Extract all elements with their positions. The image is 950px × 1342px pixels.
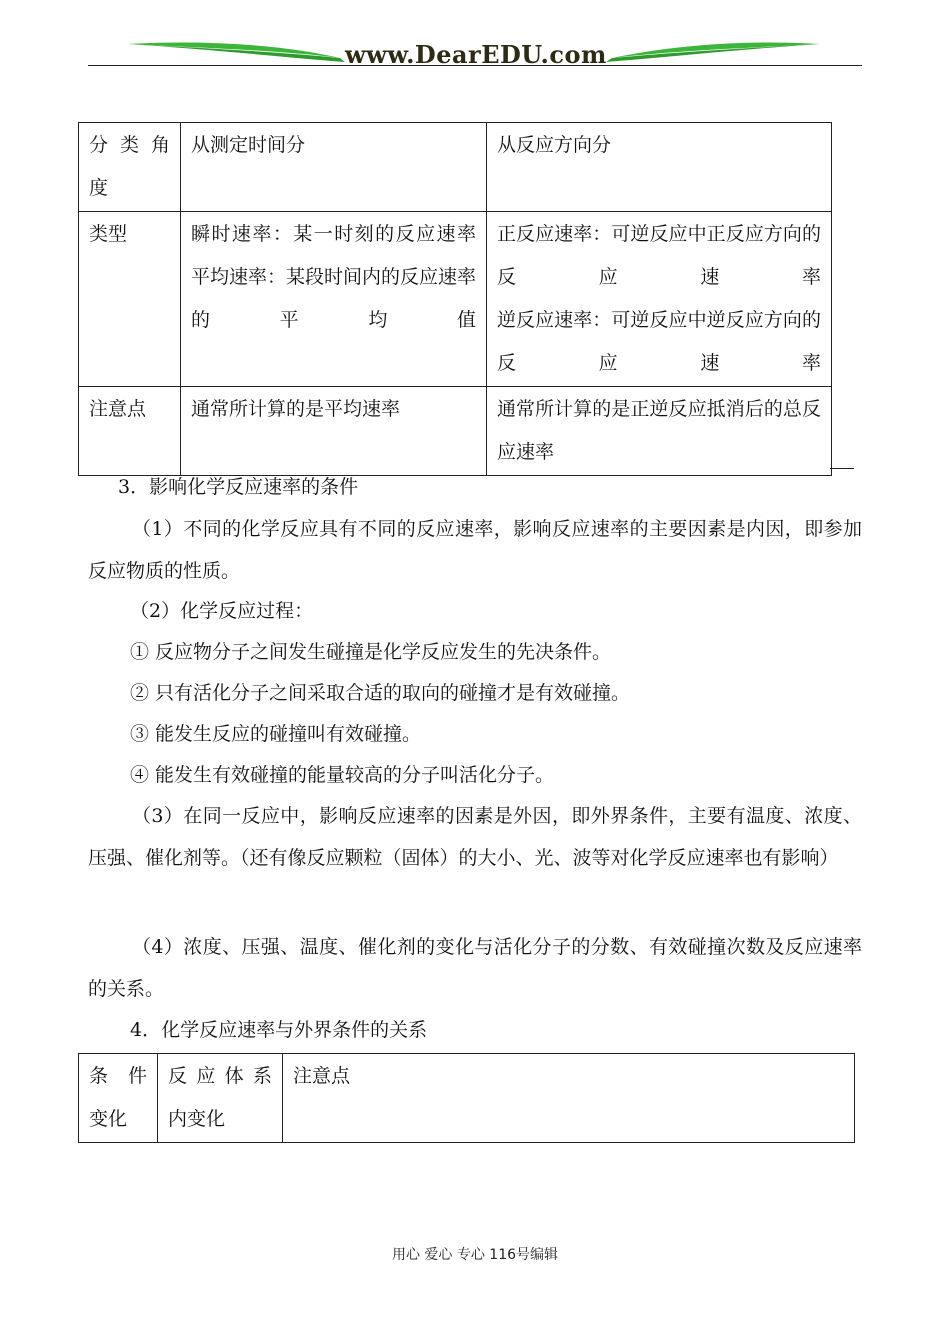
table-cell bbox=[181, 212, 487, 387]
table-cell bbox=[158, 1054, 283, 1143]
header-rule bbox=[88, 65, 862, 66]
table-cell bbox=[181, 387, 487, 476]
header-cell-text: 注意点 bbox=[293, 1065, 351, 1087]
table-rule-extension bbox=[830, 468, 854, 469]
section-3-title: 3．影响化学反应速率的条件 bbox=[118, 476, 359, 498]
table-cell bbox=[487, 387, 832, 476]
header-cell-text: 从反应方向分 bbox=[497, 134, 612, 156]
cell-text: 瞬时速率：某一时刻的反应速率 bbox=[191, 223, 476, 245]
paragraph-4: （4）浓度、压强、温度、催化剂的变化与活化分子的分数、有效碰撞次数及反应速率的关系。 bbox=[88, 936, 862, 1000]
paragraph-2: （2）化学反应过程： bbox=[130, 600, 314, 622]
section-4-title: 4．化学反应速率与外界条件的关系 bbox=[130, 1019, 428, 1041]
cell-text: 通常所计算的是平均速率 bbox=[191, 398, 401, 420]
list-item: ③ 能发生反应的碰撞叫有效碰撞。 bbox=[130, 723, 422, 745]
list-item: ① 反应物分子之间发生碰撞是化学反应发生的先决条件。 bbox=[130, 641, 612, 663]
rate-classification-table bbox=[78, 122, 832, 476]
table-cell bbox=[487, 212, 832, 387]
paragraph-3: （3）在同一反应中，影响反应速率的因素是外因，即外界条件，主要有温度、浓度、压强、催化剂等。（还有像反应颗粒（固体）的大小、光、波等对化学反应速率也有影响） bbox=[88, 805, 862, 869]
table-row bbox=[79, 123, 832, 212]
site-logo: www.DearEDU.com bbox=[345, 40, 607, 69]
table-row bbox=[79, 212, 832, 387]
table-cell bbox=[79, 123, 181, 212]
list-item: ② 只有活化分子之间采取合适的取向的碰撞才是有效碰撞。 bbox=[130, 682, 631, 704]
table-row bbox=[79, 1054, 855, 1143]
row-label: 类型 bbox=[89, 223, 128, 245]
paragraph-1: （1）不同的化学反应具有不同的反应速率，影响反应速率的主要因素是内因，即参加反应物质的性质。 bbox=[88, 518, 862, 582]
conditions-table bbox=[78, 1053, 855, 1143]
list-item: ④ 能发生有效碰撞的能量较高的分子叫活化分子。 bbox=[130, 764, 555, 786]
cell-text: 平均速率：某段时间内的反应速率的平均值 bbox=[191, 266, 477, 331]
table-cell bbox=[79, 212, 181, 387]
cell-text: 通常所计算的是正逆反应抵消后的总反应速率 bbox=[497, 398, 821, 463]
page-footer: 用心 爱心 专心 116号编辑 bbox=[391, 1247, 559, 1263]
table-cell bbox=[283, 1054, 855, 1143]
cell-text: 正反应速率：可逆反应中正反应方向的反应速率 bbox=[497, 223, 821, 288]
table-cell bbox=[487, 123, 832, 212]
row-label: 注意点 bbox=[89, 398, 147, 420]
table-cell bbox=[79, 1054, 158, 1143]
header-cell-text: 反 应 体 系 内变化 bbox=[168, 1065, 272, 1130]
table-cell bbox=[79, 387, 181, 476]
header-cell-text: 分 类 角 度 bbox=[89, 134, 170, 199]
table-cell bbox=[181, 123, 487, 212]
cell-text: 逆反应速率：可逆反应中逆反应方向的反应速率 bbox=[497, 309, 821, 374]
header-cell-text: 条 件 变化 bbox=[89, 1065, 147, 1130]
header-cell-text: 从测定时间分 bbox=[191, 134, 306, 156]
table-row bbox=[79, 387, 832, 476]
